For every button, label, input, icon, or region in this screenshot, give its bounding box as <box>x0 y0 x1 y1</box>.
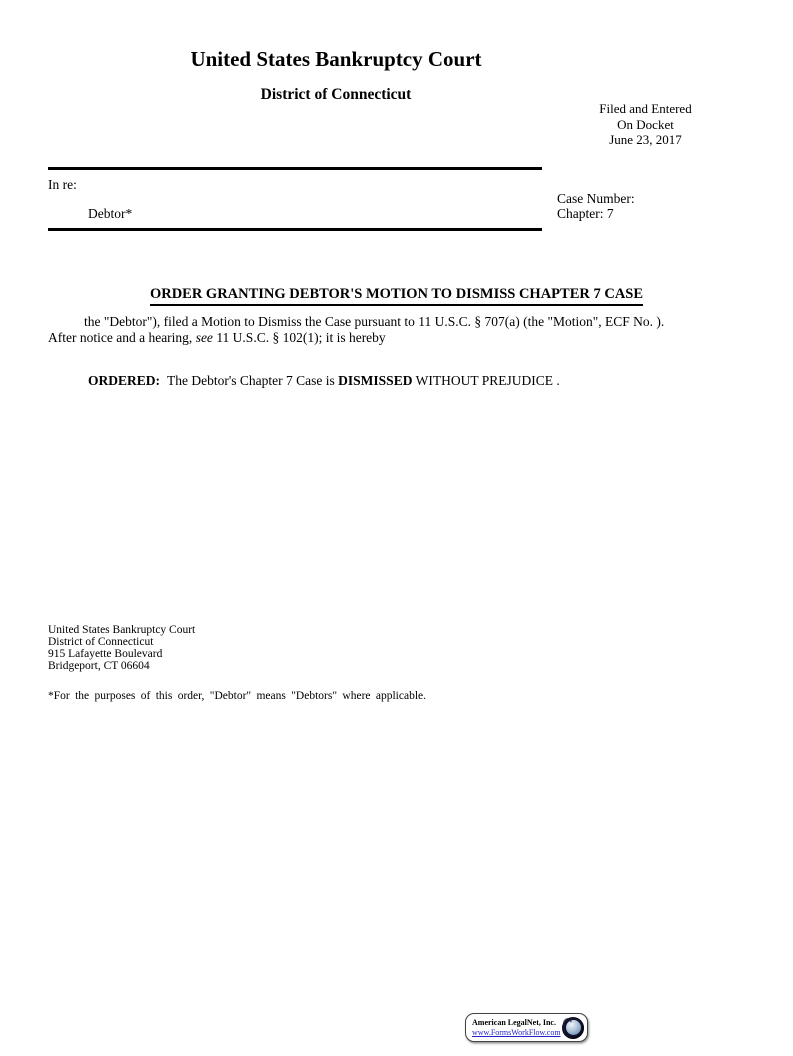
order-body-paragraph <box>48 314 738 345</box>
footnote: *For the purposes of this order, "Debtor" means "Debtors" where applicable. <box>48 690 427 702</box>
filed-stamp-date: June 23, 2017 <box>609 132 682 147</box>
address-line: Bridgeport, CT 06604 <box>48 660 150 672</box>
in-re-label: In re: <box>48 177 77 192</box>
address-line: United States Bankruptcy Court <box>48 624 196 636</box>
order-title-row <box>0 285 793 306</box>
ordered-label: ORDERED: <box>88 373 161 388</box>
filed-stamp <box>568 101 723 148</box>
body-text: After notice and a hearing, <box>48 329 196 345</box>
dismissed-text: DISMISSED <box>338 373 413 388</box>
order-title: ORDER GRANTING DEBTOR'S MOTION TO DISMISS CHAPTER 7 CASE <box>150 286 643 306</box>
ordered-text: WITHOUT PREJUDICE . <box>412 373 560 388</box>
case-info-block <box>557 192 635 221</box>
american-legalnet-badge[interactable] <box>465 1013 588 1042</box>
court-name-heading: United States Bankruptcy Court <box>190 47 482 71</box>
badge-text-block <box>472 1018 562 1038</box>
body-line-1: the "Debtor"), filed a Motion to Dismiss the Case pursuant to 11 U.S.C. § 707(a) (the "Motion", ECF No. ). <box>84 314 665 329</box>
address-line: District of Connecticut <box>48 636 154 648</box>
ordered-paragraph <box>88 373 738 389</box>
body-text: 11 U.S.C. § 102(1); it is hereby <box>212 329 386 345</box>
caption-bottom-rule <box>48 228 542 231</box>
filed-stamp-line: On Docket <box>617 116 674 132</box>
chapter-label: Chapter: 7 <box>557 205 614 221</box>
caption-top-rule <box>48 167 542 170</box>
see-citation: see <box>195 329 213 345</box>
district-heading: District of Connecticut <box>260 86 412 103</box>
company-name: American LegalNet, Inc. <box>472 1017 556 1027</box>
legalnet-globe-icon <box>562 1017 584 1039</box>
case-number-label: Case Number: <box>557 191 635 206</box>
debtor-label: Debtor* <box>88 206 133 221</box>
body-line-2 <box>48 330 738 346</box>
formsworkflow-link[interactable]: www.FormsWorkFlow.com <box>472 1027 561 1037</box>
court-address-block <box>48 624 195 672</box>
ordered-text: The Debtor's Chapter 7 Case is <box>167 373 339 388</box>
filed-stamp-line: Filed and Entered <box>599 101 692 116</box>
address-line: 915 Lafayette Boulevard <box>48 648 163 660</box>
